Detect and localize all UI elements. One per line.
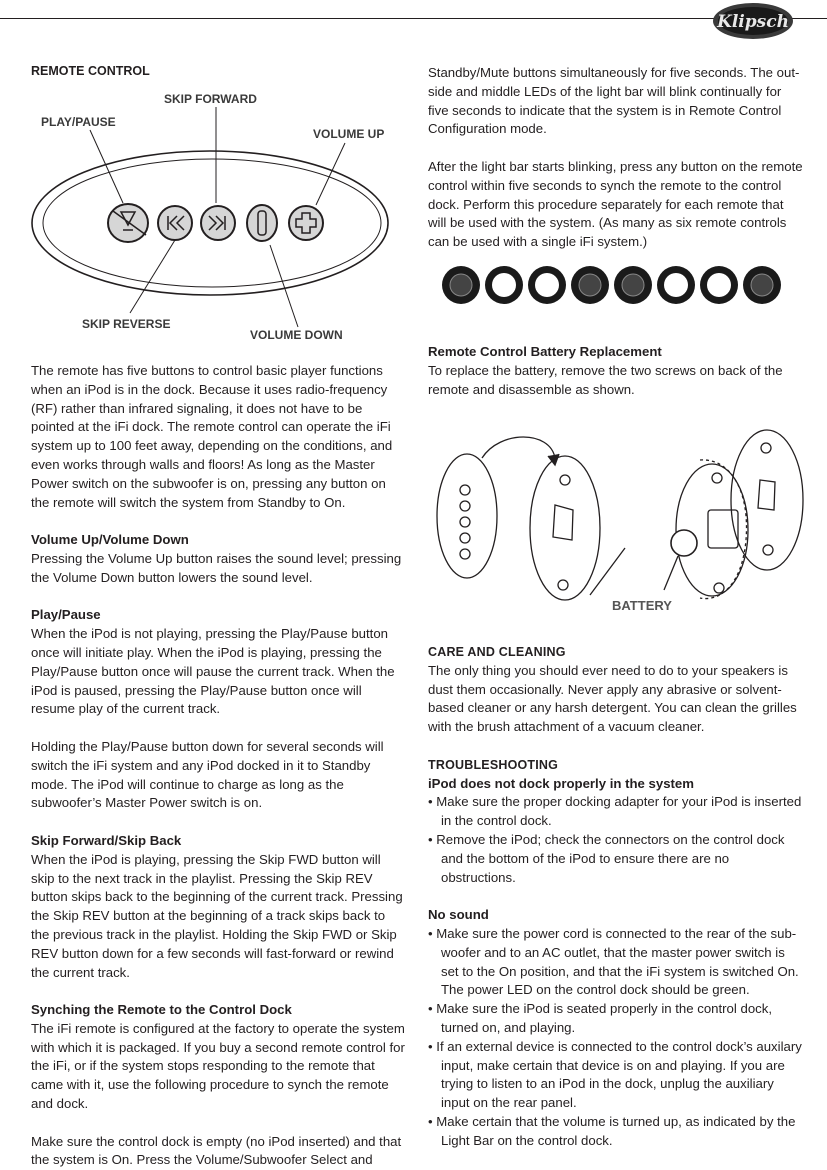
klipsch-logo bbox=[712, 2, 794, 40]
led-lit-center bbox=[751, 274, 773, 296]
callout-skip-forward: SKIP FORWARD bbox=[164, 92, 257, 106]
play-heading: Play/Pause bbox=[31, 607, 101, 623]
skip-forward-button bbox=[201, 206, 235, 240]
callout-volume-down: VOLUME DOWN bbox=[250, 328, 343, 342]
led-lit-center bbox=[622, 274, 644, 296]
volume-heading: Volume Up/Volume Down bbox=[31, 532, 189, 548]
sync-paragraph-1: The iFi remote is configured at the factory to operate the system with which it is packaged. If you buy a second remote control for the iFi, or if the system stops responding to the remote that came with it, use the following procedure to synch the remote and dock. bbox=[31, 1020, 405, 1112]
sound-item: • If an external device is connected to the control dock’s auxilary input, make certain that device is on and playing. If you are trying to listen to an iPod in the dock, unplug the auxiliary input on the rear panel. bbox=[428, 1038, 802, 1111]
sync-heading: Synching the Remote to the Control Dock bbox=[31, 1002, 292, 1018]
remote-back bbox=[530, 456, 600, 600]
battery-paragraph: To replace the battery, remove the two screws on back of the remote and disassemble as shown. bbox=[428, 362, 783, 397]
troubleshooting-heading: TROUBLESHOOTING bbox=[428, 757, 559, 772]
sync-paragraph-continued: Standby/Mute buttons simultaneously for five seconds. The out-side and middle LEDs of the light bar will blink continually for five seconds to indicate that the system is in Remote Control Configuration mode. bbox=[428, 65, 800, 137]
led-off-center bbox=[707, 273, 731, 297]
battery-label: BATTERY bbox=[612, 598, 672, 613]
care-heading: CARE AND CLEANING bbox=[428, 645, 566, 659]
volume-down-button bbox=[247, 205, 277, 241]
led-off-center bbox=[535, 273, 559, 297]
skip-paragraph: When the iPod is playing, pressing the Skip FWD button will skip to the next track in the playlist. Pressing the Skip REV button skips back to the beginning of the current track. Pressing the Skip REV button at the beginning of a track skips back to the previous track in the playlist. Holding the Skip FWD or Skip REV button down for a few seconds will fast-forward or rewind the current track. bbox=[31, 851, 403, 980]
remote-front bbox=[437, 454, 497, 578]
led-off-center bbox=[492, 273, 516, 297]
logo-text: Klipsch bbox=[717, 12, 789, 32]
led-lit-center bbox=[579, 274, 601, 296]
dock-item: • Make sure the proper docking adapter for your iPod is inserted in the control dock. bbox=[428, 794, 802, 829]
sync-paragraph-3: After the light bar starts blinking, press any button on the remote control within five seconds to synch the remote to the control dock. Perform this procedure separately for each remote that will be used with the system. (As many as six remote controls can be used with a single iFi system.) bbox=[428, 158, 803, 250]
callout-play-pause: PLAY/PAUSE bbox=[41, 115, 116, 129]
light-bar-diagram bbox=[440, 262, 785, 308]
dock-heading: iPod does not dock properly in the system bbox=[428, 775, 694, 791]
skip-heading: Skip Forward/Skip Back bbox=[31, 832, 182, 848]
battery-heading: Remote Control Battery Replacement bbox=[428, 344, 662, 359]
play-paragraph-2: Holding the Play/Pause button down for several seconds will switch the iFi system and any iPod docked in it to Standby mode. The iPod will continue to charge as long as the subwoofer’s Master Power switch is on. bbox=[31, 738, 384, 811]
volume-up-button bbox=[289, 206, 323, 240]
dock-item: • Remove the iPod; check the connectors on the control dock and the bottom of the iPod to ensure there are no obstructions. bbox=[428, 831, 785, 885]
intro-paragraph: The remote has five buttons to control basic player functions when an iPod is in the dock. Because it uses radio-frequency (RF) rather than infrared signaling, it does not have to be pointed at the iFi dock. The remote control can operate the iFi system up to 100 feet away, depending on the conditions, and even works through walls and floors! As long as the Master Power switch on the subwoofer is on, pressing any button on the remote will switch the system from Standby to On. bbox=[31, 363, 393, 510]
left-column bbox=[31, 362, 406, 1170]
play-pause-button bbox=[108, 204, 148, 242]
callout-skip-reverse: SKIP REVERSE bbox=[82, 317, 171, 331]
sound-item: • Make certain that the volume is turned up, as indicated by the Light Bar on the control dock. bbox=[428, 1113, 796, 1148]
sync-paragraph-2: Make sure the control dock is empty (no iPod inserted) and that the system is On. Press the Volume/Subwoofer Select and bbox=[31, 1133, 402, 1168]
rotate-arrow bbox=[482, 437, 555, 458]
header-rule bbox=[0, 18, 827, 19]
volume-paragraph: Pressing the Volume Up button raises the sound level; pressing the Volume Down button lowers the sound level. bbox=[31, 550, 402, 585]
skip-reverse-button bbox=[158, 206, 192, 240]
remote-cover bbox=[731, 430, 803, 570]
remote-section-title: REMOTE CONTROL bbox=[31, 64, 150, 78]
care-paragraph: The only thing you should ever need to do to your speakers is dust them occasionally. Never apply any abrasive or solvent-based cleaner or any harsh detergent. You can clean the grilles with the brush attachment of a vacuum cleaner. bbox=[428, 662, 797, 735]
battery-diagram bbox=[430, 410, 810, 620]
led-off-center bbox=[664, 273, 688, 297]
led-lit-center bbox=[450, 274, 472, 296]
care-troubleshooting bbox=[428, 643, 804, 1151]
battery-section bbox=[428, 343, 804, 399]
callout-volume-up: VOLUME UP bbox=[313, 127, 385, 141]
sound-item: • Make sure the power cord is connected to the rear of the sub-woofer and to an AC outlet, that the master power switch is set to the On position, and that the iFi system is switched On. The power LED on the control dock should be green. bbox=[428, 925, 799, 998]
right-column-top bbox=[428, 64, 804, 252]
sound-heading: No sound bbox=[428, 907, 489, 923]
play-paragraph-1: When the iPod is not playing, pressing the Play/Pause button once will initiate play. When the iPod is playing, pressing the Play/Pause button once will pause the current track. When the iPod is paused, pressing the Play/Pause button once will resume play of the current track. bbox=[31, 626, 395, 717]
battery-coin bbox=[671, 530, 697, 556]
sound-item: • Make sure the iPod is seated properly in the control dock, turned on, and playing. bbox=[428, 1001, 773, 1035]
remote-diagram bbox=[30, 85, 400, 345]
